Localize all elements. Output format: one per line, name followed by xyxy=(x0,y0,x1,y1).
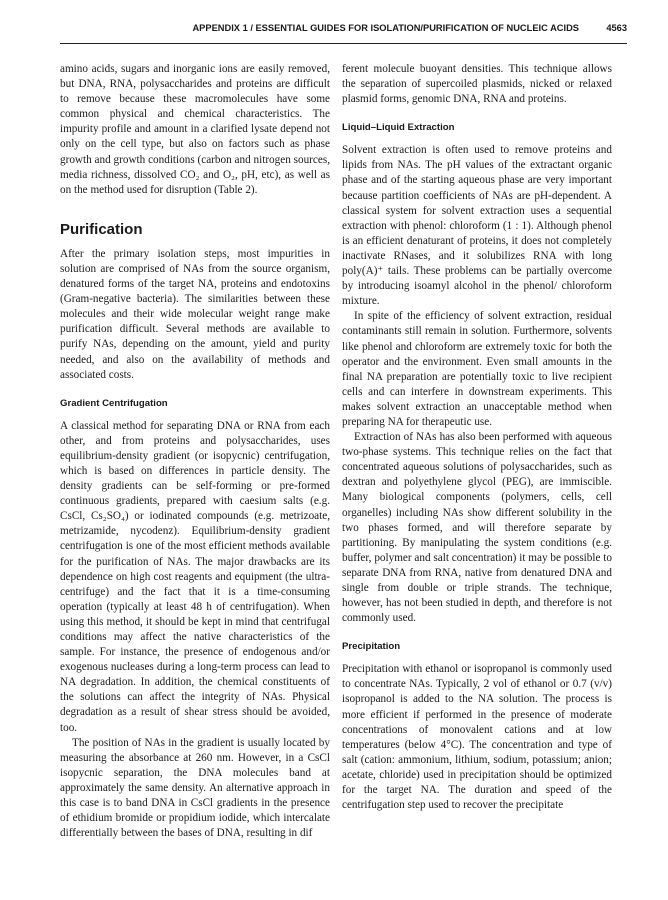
running-header-title: APPENDIX 1 / ESSENTIAL GUIDES FOR ISOLATION/PURIFICATION OF NUCLEIC ACIDS xyxy=(192,23,579,33)
subheading-gradient-centrifugation: Gradient Centrifugation xyxy=(60,397,168,409)
paragraph: After the primary isolation steps, most impurities in solution are comprised of NAs from the source organism, denatured forms of the target NA, proteins and endotoxins (Gram-negative bacteria). The similarities between these molecules and their wide molecular weight range make purification difficult. Several methods are available to purify NAs, depending on the amount, yield and purity needed, and also on the availability of methods and associated costs. xyxy=(60,247,330,381)
subheading-liquid-liquid-extraction: Liquid–Liquid Extraction xyxy=(342,122,455,134)
page-number: 4563 xyxy=(606,23,627,33)
paragraph: Solvent extraction is often used to remove proteins and lipids from NAs. The pH values of the extractant organic phase and of the starting aqueous phase are very important because partition coefficients of NAs are pH-dependent. A classical system for solvent extraction uses a sequential extraction with phenol: chloroform (1 : 1). Although phenol is an efficient denaturant of proteins, it does not completely inactivate RNases, and it solubilizes RNA with long poly(A)⁺ tails. These problems can be partially overcome by introducing isoamyl alcohol in the phenol/ chloroform mixture. xyxy=(342,144,612,308)
paragraph: A classical method for separating DNA or RNA from each other, and from proteins and polysaccharides, uses equilibrium-density gradient (or isopycnic) centrifugation, which is based on differences in particle density. The density gradients can be self-forming or pre-formed continuous gradients, prepared with caesium salts (e.g. CsCl, Cs₂SO₄) or iodinated compounds (e.g. metrizoate, metrizamide, nycodenz). Equilibrium-density gradient centrifugation is one of the most efficient methods available for the purification of NAs. The major drawbacks are its dependence on high cost reagents and equipment (the ultracentrifuge) and the fact that it is a time-consuming operation (typically at least 48 h of centrifugation). When using this method, it should be kept in mind that centrifugal conditions may affect the native characteristics of the sample. For instance, the presence of endogenous and/or exogenous nucleases during a long-term process can lead to NA degradation. In addition, the chemical constituents of the solutions can affect the integrity of NAs. Physical degradation as a result of shear stress should be avoided, too. xyxy=(60,419,330,734)
left-column xyxy=(60,62,330,841)
paragraph: Precipitation with ethanol or isopropanol is commonly used to concentrate NAs. Typically, 2 vol of ethanol or 0.7 (v/v) isopropanol is added to the NA solution. The process is more efficient if performed in the presence of moderate concentrations of monovalent cations and at low temperatures (below 4°C). The concentration and type of salt (cation: ammonium, lithium, sodium, potassium; anion; acetate, chloride) used in precipitation should be optimized for the target NA. The duration and speed of the centrifugation step used to recover the precipitate xyxy=(342,663,612,812)
paragraph: ferent molecule buoyant densities. This technique allows the separation of supercoiled plasmids, nicked or relaxed plasmid forms, genomic DNA, RNA and proteins. xyxy=(342,63,612,106)
paragraph: amino acids, sugars and inorganic ions are easily removed, but DNA, RNA, polysaccharides and proteins are difficult to remove because these macromolecules have some common physical and chemical characteristics. The impurity profile and amount in a clarified lysate depend not only on the cell type, but also on factors such as phase growth and growth conditions (carbon and nitrogen sources, media richness, dissolved CO₂ and O₂, pH, etc), as well as on the method used for disruption (Table 2). xyxy=(60,63,330,196)
right-column xyxy=(342,62,612,813)
paragraph: Extraction of NAs has also been performed with aqueous two-phase systems. This technique relies on the fact that concentrated aqueous solutions of polysaccharides, such as dextran and polyethylene glycol (PEG), are immiscible. Many biological components (polymers, cells, cell organelles) including NAs show different solubility in the two phases formed, and will therefore separate by partitioning. By manipulating the system conditions (e.g. buffer, polymer and salt concentration) it may be possible to separate DNA from RNA, native from denatured DNA and single from double or triple strands. The technique, however, has not been studied in depth, and therefore is not commonly used. xyxy=(342,431,612,625)
subheading-precipitation: Precipitation xyxy=(342,641,401,653)
paragraph: In spite of the efficiency of solvent extraction, residual contaminants still remain in solution. Furthermore, solvents like phenol and chloroform are extremely toxic for both the operator and the environment. Even small amounts in the final NA preparation are potentially toxic to live recipient cells and can interfere in downstream experiments. This makes solvent extraction an unacceptable method when preparing NA for therapeutic use. xyxy=(342,310,612,428)
running-header xyxy=(60,23,627,37)
paragraph: The position of NAs in the gradient is usually located by measuring the absorbance at 260 nm. However, in a CsCl isopycnic separation, the DNA molecules band at approximately the same density. An alternative approach in this case is to band DNA in CsCl gradients in the presence of ethidium bromide or propidium iodide, which intercalate differentially between the bases of DNA, resulting in dif xyxy=(60,736,330,840)
header-rule xyxy=(60,43,627,44)
section-heading-purification: Purification xyxy=(60,220,143,238)
